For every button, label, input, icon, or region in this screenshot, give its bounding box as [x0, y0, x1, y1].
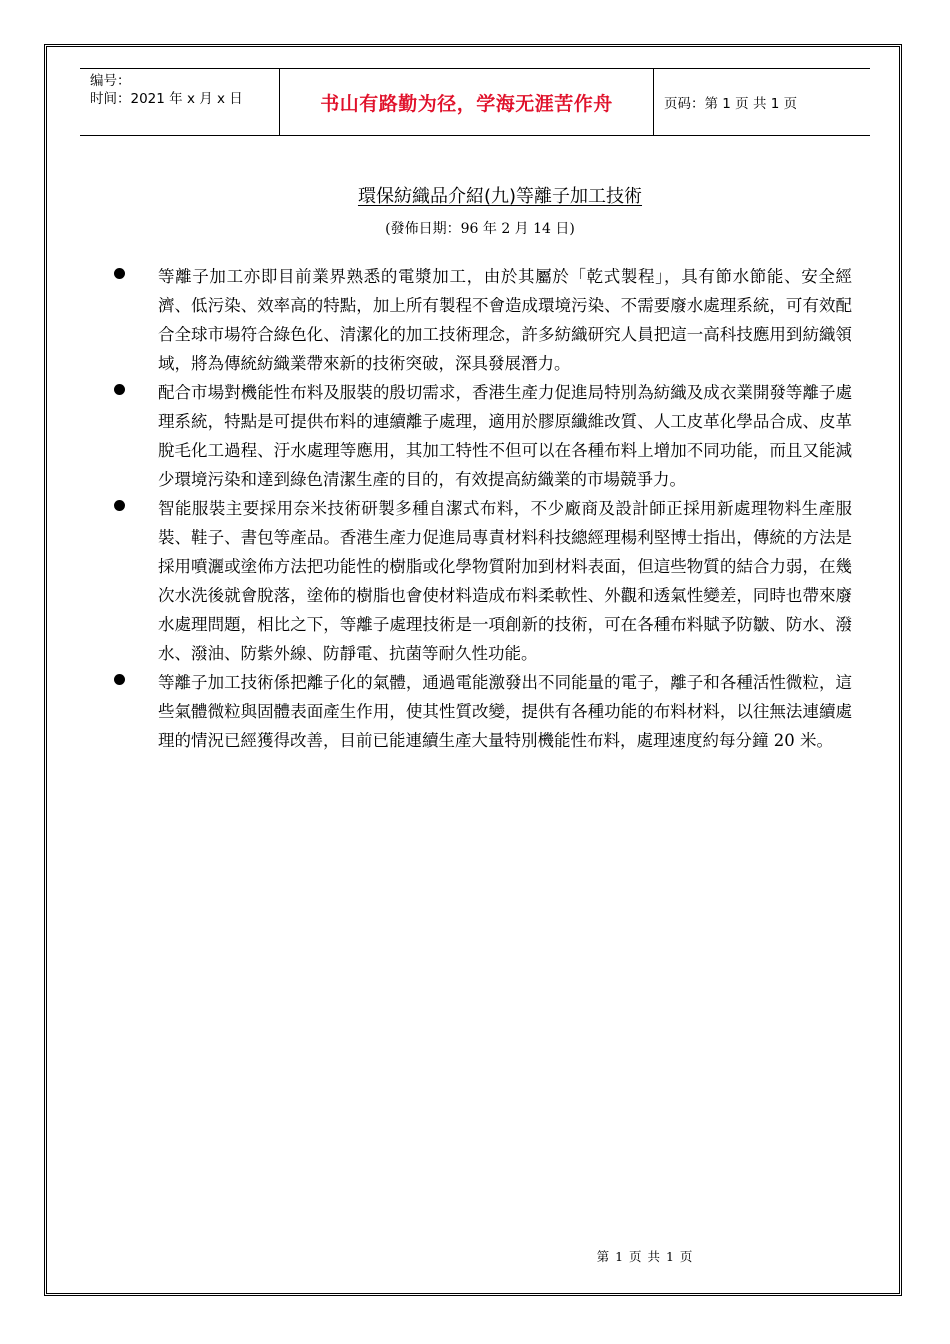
- paragraph-text: 等離子加工技術係把離子化的氣體，通過電能激發出不同能量的電子，離子和各種活性微粒，這些氣體微粒與固體表面產生作用，使其性質改變，提供有各種功能的布料材料，以往無法連續處理的情況已經獲得改善，目前已能連續生產大量特別機能性布料，處理速度約每分鐘 20 米。: [158, 673, 852, 750]
- bullet-paragraph: [112, 262, 852, 378]
- document-time-label: 时间：2021 年 x 月 x 日: [90, 91, 243, 107]
- header-meta-cell: [80, 69, 280, 135]
- bullet-paragraph: [112, 668, 852, 755]
- paragraph-text: 智能服裝主要採用奈米技術研製多種自潔式布料，不少廠商及設計師正採用新處理物料生產服裝、鞋子、書包等產品。香港生產力促進局專責材料科技總經理楊利堅博士指出，傳統的方法是採用噴灑或塗佈方法把功能性的樹脂或化學物質附加到材料表面，但這些物質的結合力弱，在幾次水洗後就會脫落，塗佈的樹脂也會使材料造成布料柔軟性、外觀和透氣性變差，同時也帶來廢水處理問題，相比之下，等離子處理技術是一項創新的技術，可在各種布料賦予防皺、防水、潑水、潑油、防紫外線、防靜電、抗菌等耐久性功能。: [158, 499, 852, 663]
- header-table: [80, 68, 870, 136]
- document-title: 環保紡織品介紹(九)等離子加工技術: [357, 186, 643, 207]
- header-page-cell: [654, 69, 870, 135]
- page-number-label: 页码：第 1 页 共 1 页: [664, 96, 798, 112]
- footer-page-number: 第 1 页 共 1 页: [596, 1249, 694, 1264]
- bullet-dot-icon: [114, 500, 125, 511]
- header-motto-cell: [280, 69, 654, 135]
- document-number-label: 编号：: [90, 73, 131, 89]
- issue-date: (發佈日期：96 年 2 月 14 日): [385, 221, 575, 237]
- bullet-paragraph: [112, 494, 852, 668]
- bullet-paragraph: [112, 378, 852, 494]
- paragraph-text: 等離子加工亦即目前業界熟悉的電漿加工，由於其屬於「乾式製程」，具有節水節能、安全經濟、低污染、效率高的特點，加上所有製程不會造成環境污染、不需要廢水處理系統，可有效配合全球市場符合綠色化、清潔化的加工技術理念，許多紡織研究人員把這一高科技應用到紡織領域，將為傳統紡織業帶來新的技術突破，深具發展潛力。: [158, 267, 852, 373]
- bullet-dot-icon: [114, 268, 125, 279]
- bullet-dot-icon: [114, 674, 125, 685]
- paragraph-text: 配合市場對機能性布料及服裝的殷切需求，香港生產力促進局特別為紡織及成衣業開發等離子處理系統，特點是可提供布料的連續離子處理，適用於膠原纖維改質、人工皮革化學品合成、皮革脫毛化工過程、汙水處理等應用，其加工特性不但可以在各種布料上增加不同功能，而且又能減少環境污染和達到綠色清潔生產的目的，有效提高紡織業的市場競爭力。: [158, 383, 852, 489]
- document-body: [112, 262, 852, 755]
- bullet-dot-icon: [114, 384, 125, 395]
- motto-text: 书山有路勤为径，学海无涯苦作舟: [320, 92, 613, 115]
